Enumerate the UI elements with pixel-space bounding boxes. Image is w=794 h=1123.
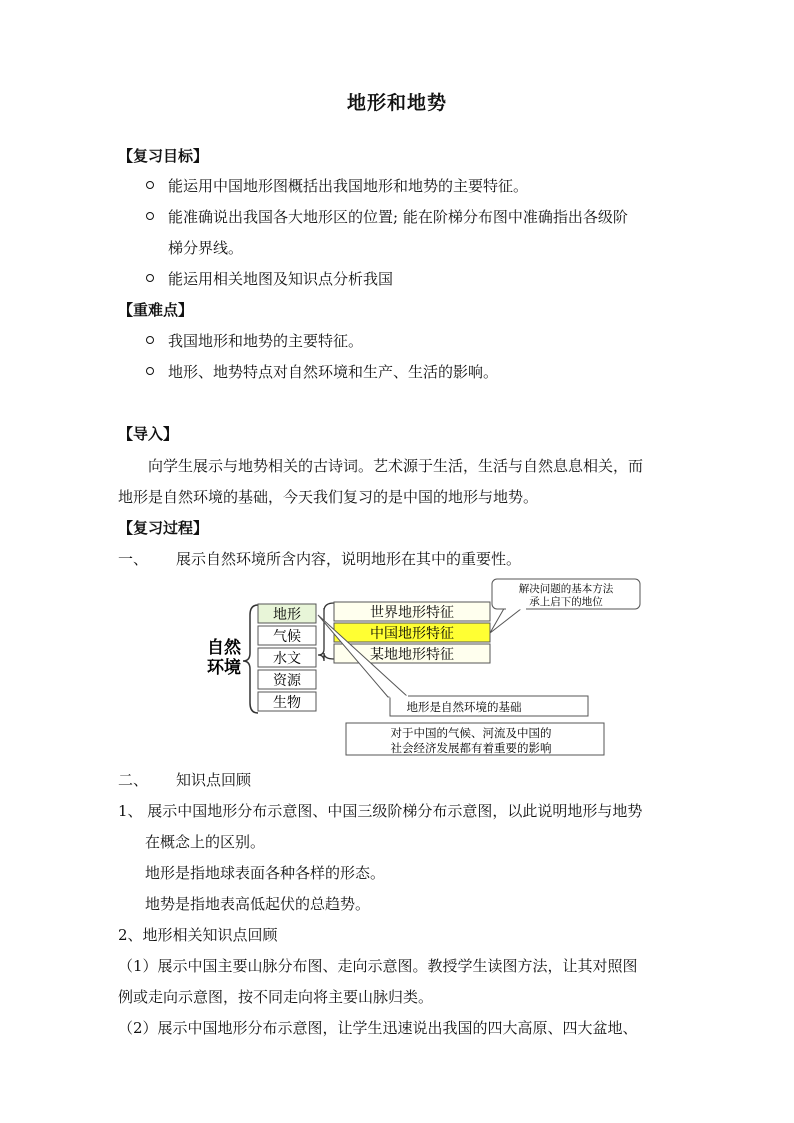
step2-text: 知识点回顾: [176, 771, 252, 789]
review-p2-1-line-1: （1）展示中国主要山脉分布图、走向示意图。教授学生读图方法，让其对照图: [118, 957, 638, 975]
callout-top-line-2: 承上启下的地位: [529, 596, 603, 608]
objective-item-2: 能准确说出我国各大地形区的位置; 能在阶梯分布图中准确指出各级阶: [168, 208, 628, 226]
step1-number: 一、: [118, 550, 149, 568]
callout-basis-text: 地形是自然环境的基础: [406, 700, 522, 714]
diagram-right-brace: [318, 603, 334, 661]
element-label-climate: 气候: [273, 629, 301, 645]
feature-label-world: 世界地形特征: [370, 605, 454, 621]
bullet-circle-icon: [146, 367, 154, 375]
element-label-hydrology: 水文: [273, 651, 301, 667]
element-label-biology: 生物: [273, 695, 301, 711]
page-title: 地形和地势: [346, 92, 447, 114]
diagram-left-brace: [243, 605, 258, 713]
review-p2-1-line-2: 例或走向示意图，按不同走向将主要山脉归类。: [118, 988, 434, 1006]
step1-text: 展示自然环境所含内容，说明地形在其中的重要性。: [176, 550, 522, 568]
intro-line-2: 地形是自然环境的基础，今天我们复习的是中国的地形与地势。: [118, 488, 539, 506]
element-label-resources: 资源: [273, 673, 301, 689]
objectives-heading: 【复习目标】: [118, 147, 209, 165]
keypoint-item-1: 我国地形和地势的主要特征。: [168, 332, 364, 350]
natural-environment-diagram: [196, 575, 648, 761]
intro-line-1: 向学生展示与地势相关的古诗词。艺术源于生活，生活与自然息息相关，而: [148, 457, 644, 475]
step2-number: 二、: [118, 771, 149, 789]
feature-label-local: 某地地形特征: [370, 647, 454, 663]
objective-item-2-cont: 梯分界线。: [168, 239, 244, 257]
keypoint-item-2: 地形、地势特点对自然环境和生产、生活的影响。: [168, 363, 499, 381]
diagram-root-label-1: 自然: [207, 638, 241, 658]
process-heading: 【复习过程】: [118, 519, 209, 537]
callout-top-line-1: 解决问题的基本方法: [518, 583, 614, 595]
bullet-circle-icon: [146, 336, 154, 344]
definition-terrain: 地形是指地球表面各种各样的形态。: [145, 864, 386, 882]
callout-influence-line-2: 社会经济发展都有着重要的影响: [390, 741, 552, 755]
review-p1-line-1: 1、 展示中国地形分布示意图、中国三级阶梯分布示意图，以此说明地形与地势: [118, 802, 643, 820]
intro-heading: 【导入】: [118, 425, 179, 443]
objective-item-3: 能运用相关地图及知识点分析我国: [168, 270, 394, 288]
objective-item-1: 能运用中国地形图概括出我国地形和地势的主要特征。: [168, 177, 529, 195]
keypoints-heading: 【重难点】: [118, 301, 194, 319]
bullet-circle-icon: [146, 181, 154, 189]
callout-influence-line-1: 对于中国的气候、河流及中国的: [390, 726, 552, 740]
bullet-circle-icon: [146, 274, 154, 282]
element-label-terrain: 地形: [273, 607, 301, 623]
diagram-root-label-2: 环境: [207, 658, 241, 678]
feature-label-china: 中国地形特征: [370, 626, 454, 642]
review-p2: 2、地形相关知识点回顾: [118, 926, 278, 944]
bullet-circle-icon: [146, 212, 154, 220]
review-p2-2-line-1: （2）展示中国地形分布示意图，让学生迅速说出我国的四大高原、四大盆地、: [118, 1019, 638, 1037]
review-p1-line-2: 在概念上的区别。: [145, 833, 266, 851]
definition-relief: 地势是指地表高低起伏的总趋势。: [145, 895, 371, 913]
